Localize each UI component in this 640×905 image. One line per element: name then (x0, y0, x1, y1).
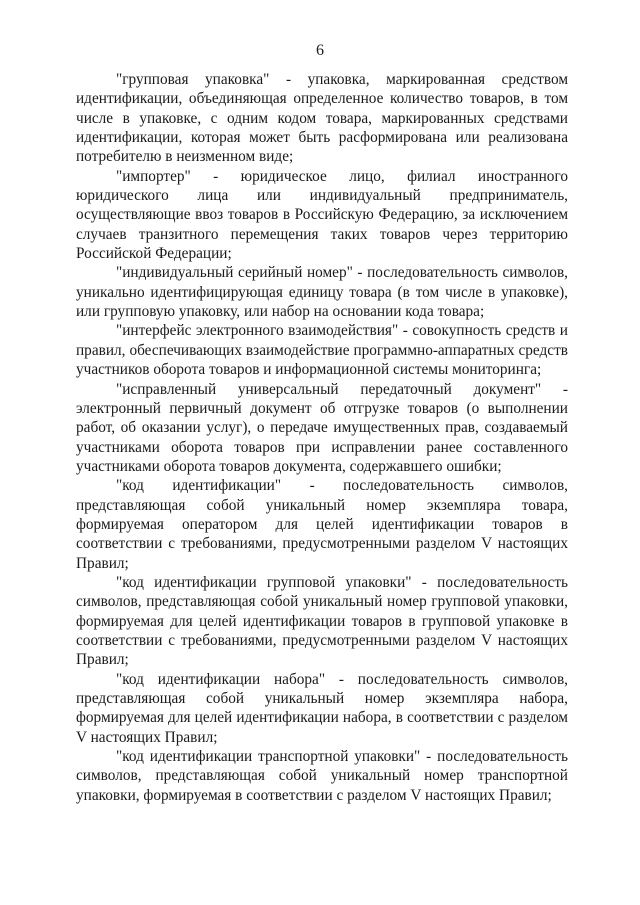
page-number: 6 (316, 42, 324, 59)
definition-paragraph-group-code: "код идентификации групповой упаковки" - последовательность символов, представляющая собой уникальный номер групповой упаковки, формируемая для целей идентификации товаров в групповой упаковке в соответствии с требованиями, предусмотренными разделом V настоящих Правил; (76, 573, 568, 669)
definition-paragraph-serial-number: "индивидуальный серийный номер" - последовательность символов, уникально идентифицирующая единицу товара (в том числе в упаковке), или групповую упаковку, или набор на основании кода товара; (76, 264, 568, 321)
definition-paragraph-interface: "интерфейс электронного взаимодействия" - совокупность средств и правил, обеспечивающих взаимодействие программно-аппаратных средств участников оборота товаров и информационной системы мониторинга; (76, 322, 568, 379)
document-body (76, 70, 568, 805)
definition-paragraph-set-code: "код идентификации набора" - последовательность символов, представляющая собой уникальный номер экземпляра набора, формируемая для целей идентификации набора, в соответствии с разделом V настоящих Правил; (76, 670, 568, 746)
definition-paragraph-importer: "импортер" - юридическое лицо, филиал иностранного юридического лица или индивидуальный предприниматель, осуществляющие ввоз товаров в Российскую Федерацию, за исключением случаев транзитного перемещения таких товаров через территорию Российской Федерации; (76, 167, 568, 263)
definition-paragraph-identification-code: "код идентификации" - последовательность символов, представляющая собой уникальный номер экземпляра товара, формируемая оператором для целей идентификации товаров в соответствии с требованиями, предусмотренными разделом V настоящих Правил; (76, 477, 568, 572)
definition-paragraph-group-packaging: "групповая упаковка" - упаковка, маркированная средством идентификации, объединяющая определенное количество товаров, в том числе в упаковке, с одним кодом товара, маркированных средствами идентификации, которая может быть расформирована или реализована потребителю в неизменном виде; (76, 71, 568, 166)
definition-paragraph-corrected-document: "исправленный универсальный передаточный документ" - электронный первичный документ об отгрузке товаров (о выполнении работ, об оказании услуг), о передаче имущественных прав, создаваемый участниками оборота товаров при исправлении ранее составленного участниками оборота товаров документа, содержавшего ошибки; (76, 380, 568, 475)
definition-paragraph-transport-code: "код идентификации транспортной упаковки" - последовательность символов, представляющая собой уникальный номер транспортной упаковки, формируемая в соответствии с разделом V настоящих Правил; (76, 748, 568, 804)
